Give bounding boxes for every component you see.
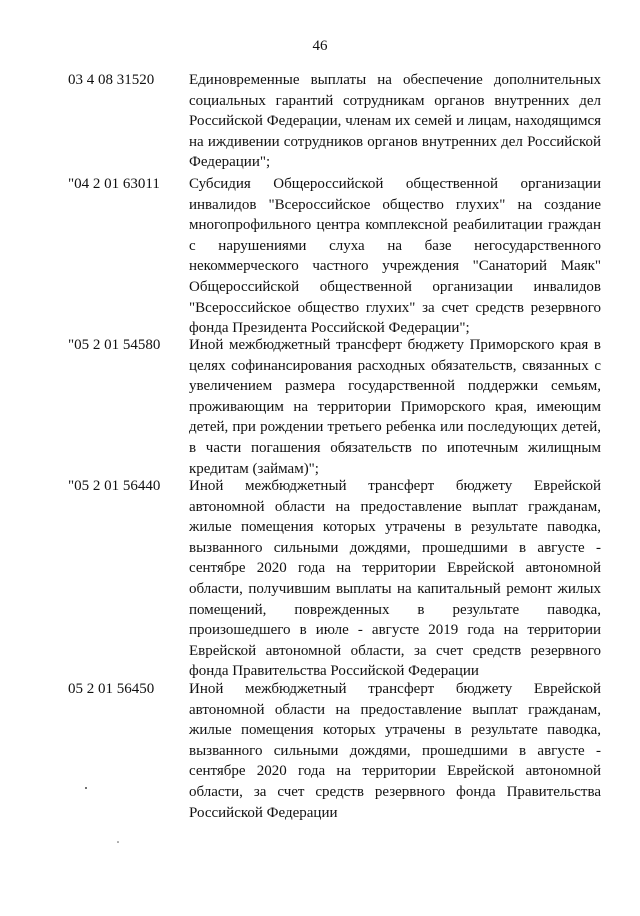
- budget-code: 03 4 08 31520: [68, 72, 155, 88]
- scan-speck: [117, 841, 119, 843]
- budget-code: "04 2 01 63011: [68, 176, 160, 192]
- budget-description: Иной межбюджетный трансферт бюджету Приморского края в целях софинансирования расходных обязательств, связанных с увеличением размера государственной поддержки семьям, проживающим на территории Приморского края, имеющим детей, при рождении третьего ребенка или последующих детей, в части погашения обязательств по ипотечным жилищным кредитам (займам)";: [189, 337, 601, 477]
- budget-description: Иной межбюджетный трансферт бюджету Еврейской автономной области на предоставление выплат гражданам, жилые помещения которых утрачены в результате паводка, вызванного сильными дождями, прошедшими в августе - сентябре 2020 года на территории Еврейской автономной области, получившим выплаты на капитальный ремонт жилых помещений, поврежденных в результате паводка, произошедшего в июле - августе 2019 года на территории Еврейской автономной области, за счет средств резервного фонда Правительства Российской Федерации: [189, 478, 601, 680]
- budget-description: Субсидия Общероссийской общественной организации инвалидов "Всероссийское общество глухих" на создание многопрофильного центра комплексной реабилитации граждан с нарушениями слуха на базе негосударственного некоммерческого частного учреждения "Санаторий Маяк" Общероссийской общественной организации инвалидов "Всероссийское общество глухих" за счет средств резервного фонда Президента Российской Федерации";: [189, 176, 601, 337]
- scan-speck: [85, 787, 87, 789]
- budget-code: "05 2 01 54580: [68, 337, 161, 353]
- budget-code: "05 2 01 56440: [68, 478, 161, 494]
- page-number: 46: [312, 38, 328, 54]
- budget-description: Иной межбюджетный трансферт бюджету Еврейской автономной области на предоставление выплат гражданам, жилые помещения которых утрачены в результате паводка, вызванного сильными дождями, прошедшими в августе - сентябре 2020 года на территории Еврейской автономной области, за счет средств резервного фонда Правительства Российской Федерации: [189, 681, 601, 821]
- budget-code: 05 2 01 56450: [68, 681, 155, 697]
- budget-description: Единовременные выплаты на обеспечение дополнительных социальных гарантий сотрудникам органов внутренних дел Российской Федерации, членам их семей и лицам, находящимся на иждивении сотрудников органов внутренних дел Российской Федерации";: [189, 72, 601, 171]
